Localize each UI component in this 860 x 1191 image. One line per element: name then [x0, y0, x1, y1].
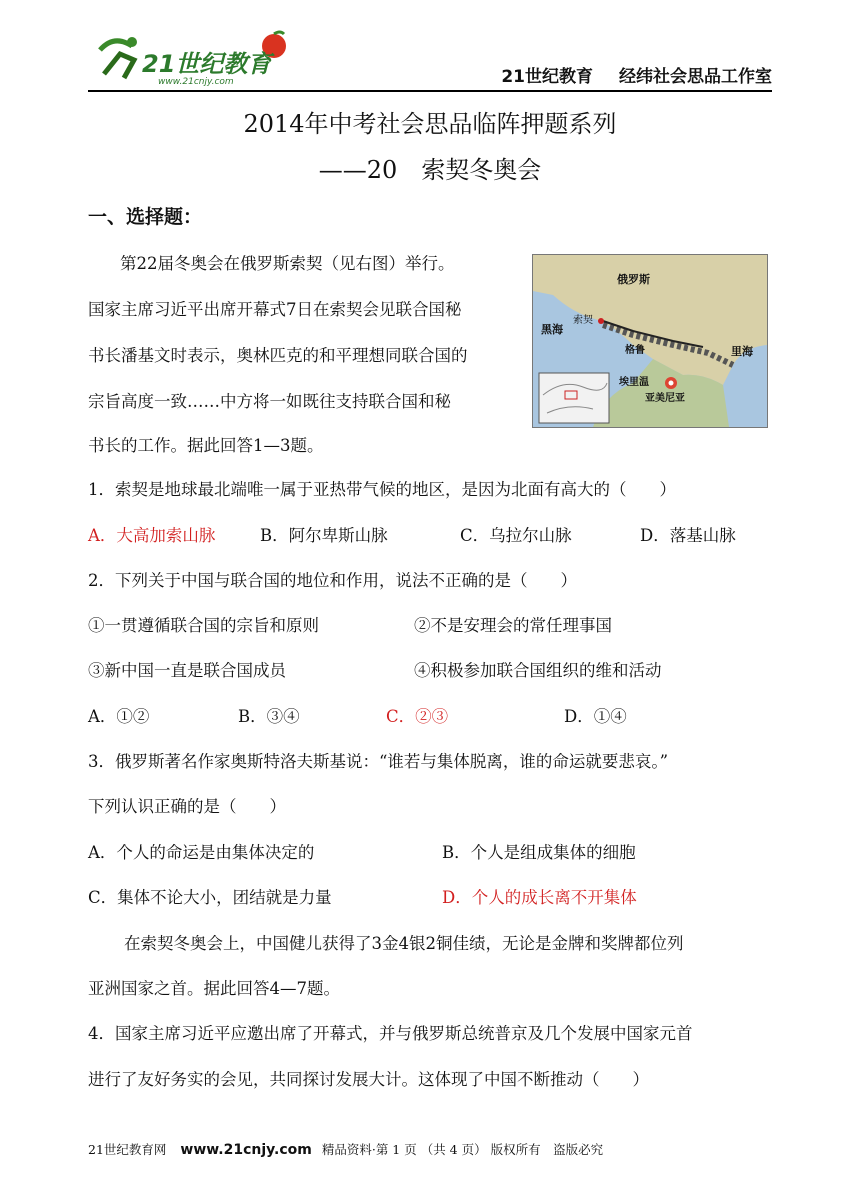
q2-option-b: B．③④ [238, 707, 300, 726]
header-divider [88, 90, 772, 92]
q3-option-a: A．个人的命运是由集体决定的 [88, 843, 315, 862]
site-logo [94, 30, 294, 90]
q1-stem: 1．索契是地球最北端唯一属于亚热带气候的地区，是因为北面有高大的（ ） [88, 480, 676, 499]
map-label-yerevan: 埃里温 [619, 377, 649, 388]
section-heading: 一、选择题： [88, 206, 203, 228]
map-label-blacksea: 黑海 [541, 323, 563, 336]
q2-statement-2: ②不是安理会的常任理事国 [414, 616, 612, 635]
q2-statement-3: ③新中国一直是联合国成员 [88, 661, 286, 680]
footer-url[interactable]: www.21cnjy.com [180, 1142, 312, 1158]
map-label-georgia: 格鲁 [625, 345, 645, 356]
q3-option-b: B．个人是组成集体的细胞 [442, 843, 636, 862]
q2-statement-4: ④积极参加联合国组织的维和活动 [414, 661, 662, 680]
intro1-line: 第22届冬奥会在俄罗斯索契（见右图）举行。 [120, 254, 455, 273]
footer-site-name: 21世纪教育网 [88, 1142, 167, 1157]
intro2-line: 亚洲国家之首。据此回答4—7题。 [88, 979, 340, 998]
map-label-sochi: 索契 [573, 315, 593, 326]
q4-stem-line2: 进行了友好务实的会见，共同探讨发展大计。这体现了中国不断推动（ ） [88, 1070, 649, 1089]
intro1-line: 宗旨高度一致……中方将一如既往支持联合国和秘 [88, 392, 451, 411]
q1-option-c: C．乌拉尔山脉 [460, 526, 572, 545]
q1-option-d: D．落基山脉 [640, 526, 736, 545]
map-label-russia: 俄罗斯 [617, 273, 650, 286]
page-footer [88, 1140, 603, 1158]
q4-stem-line1: 4．国家主席习近平应邀出席了开幕式，并与俄罗斯总统普京及几个发展中国家元首 [88, 1024, 693, 1043]
q2-stem: 2．下列关于中国与联合国的地位和作用，说法不正确的是（ ） [88, 571, 577, 590]
header-org-name: 21世纪教育 [501, 67, 593, 87]
page-title: 2014年中考社会思品临阵押题系列 [243, 110, 617, 138]
intro1-line: 书长的工作。据此回答1—3题。 [88, 436, 324, 455]
sochi-map [532, 254, 768, 428]
q3-stem-line1: 3．俄罗斯著名作家奥斯特洛夫斯基说：“谁若与集体脱离，谁的命运就要悲哀。” [88, 752, 669, 771]
q1-option-b: B．阿尔卑斯山脉 [260, 526, 388, 545]
footer-info: 精品资料·第 1 页 （共 4 页） 版权所有 盗版必究 [321, 1142, 604, 1157]
q3-option-c: C．集体不论大小，团结就是力量 [88, 888, 332, 907]
q1-option-a: A．大高加索山脉 [88, 526, 216, 545]
q2-option-d: D．①④ [564, 707, 627, 726]
intro1-line: 国家主席习近平出席开幕式7日在索契会见联合国秘 [88, 300, 462, 319]
map-label-armenia: 亚美尼亚 [645, 393, 685, 404]
map-label-caspian: 里海 [731, 345, 753, 358]
intro2-line: 在索契冬奥会上，中国健儿获得了3金4银2铜佳绩，无论是金牌和奖牌都位列 [124, 934, 684, 953]
q2-option-c: C．②③ [386, 707, 449, 726]
q2-statement-1: ①一贯遵循联合国的宗旨和原则 [88, 616, 319, 635]
q2-option-a: A．①② [88, 707, 150, 726]
intro1-line: 书长潘基文时表示，奥林匹克的和平理想同联合国的 [88, 346, 468, 365]
logo-sub-text: www.21cnjy.com [158, 77, 234, 87]
page-subtitle: ——20 索契冬奥会 [318, 156, 542, 184]
logo-main-text: 21世纪教育 [142, 50, 272, 78]
q3-stem-line2: 下列认识正确的是（ ） [88, 797, 286, 816]
header-org [501, 62, 772, 87]
header-studio-name: 经纬社会思品工作室 [619, 67, 772, 87]
q3-option-d: D．个人的成长离不开集体 [442, 888, 637, 907]
